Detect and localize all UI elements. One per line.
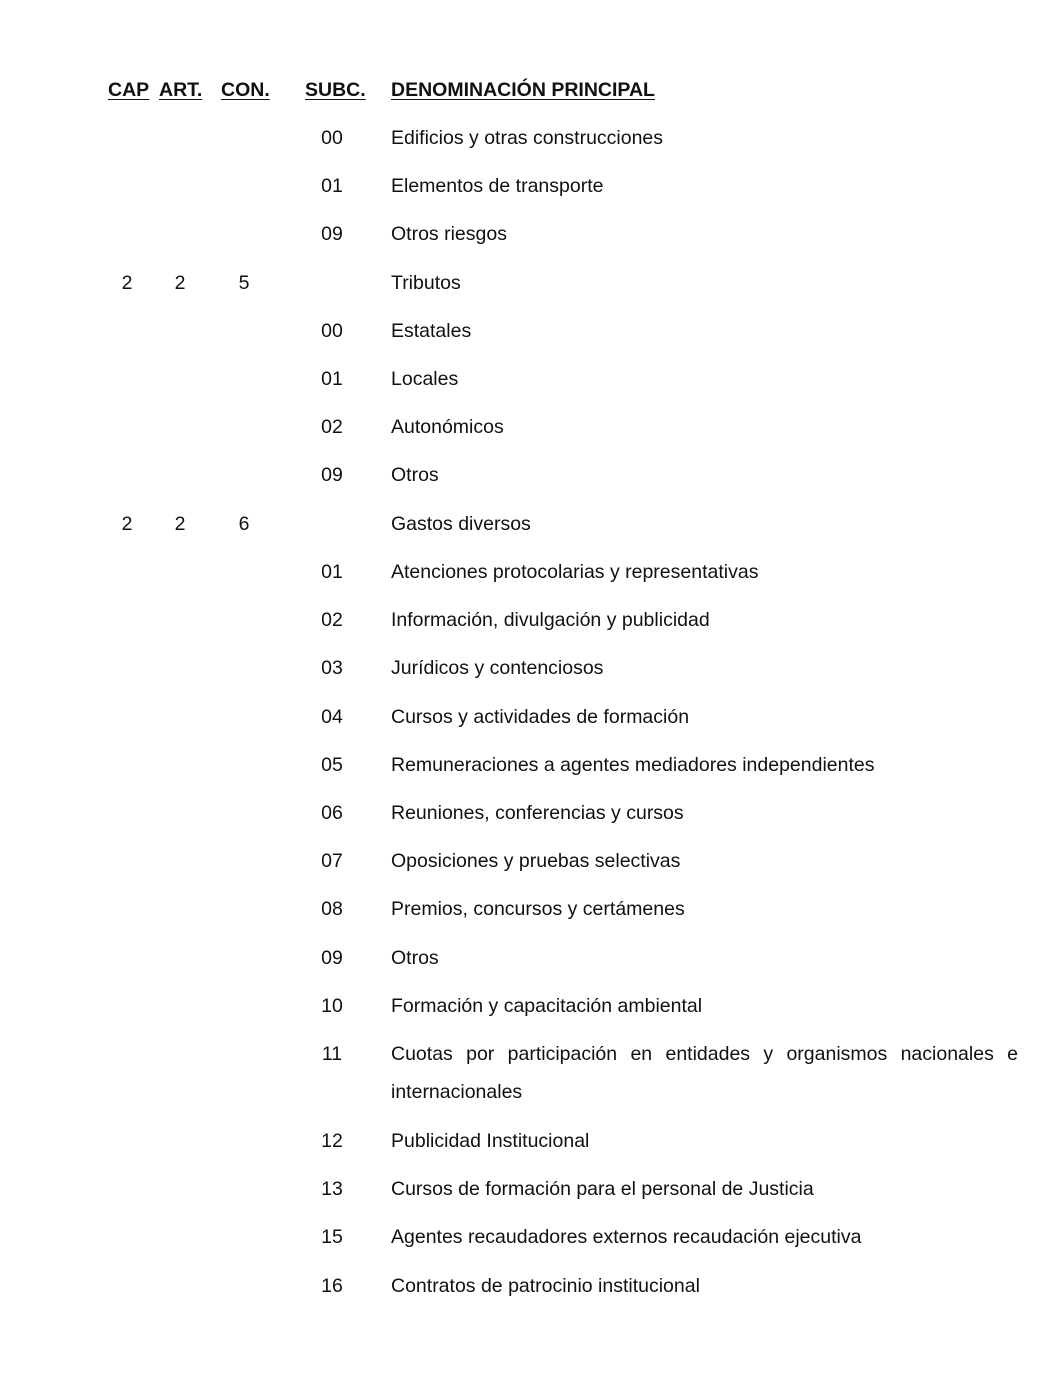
cell-denominacion: Otros riesgos [391,223,507,245]
table-row [0,798,1058,828]
cell-con: 6 [238,513,250,535]
table-row [0,1271,1058,1301]
cell-denominacion: Premios, concursos y certámenes [391,898,685,920]
table-row [0,653,1058,683]
cell-denominacion: Otros [391,464,439,486]
cell-denominacion: Edificios y otras construcciones [391,127,664,149]
cell-denominacion: Tributos [391,272,461,294]
table-header [0,75,1058,105]
table-row [0,846,1058,876]
cell-cap: 2 [121,272,133,294]
table-row [0,460,1058,490]
table-row [0,943,1058,973]
cell-art: 2 [174,272,186,294]
cell-subc: 01 [321,175,343,197]
cell-denominacion: Oposiciones y pruebas selectivas [391,850,681,872]
table-row [0,364,1058,394]
table-row [0,123,1058,153]
cell-denominacion: Publicidad Institucional [391,1130,590,1152]
table-row [0,557,1058,587]
table-row [0,219,1058,249]
cell-subc: 01 [321,368,343,390]
cell-cap: 2 [121,513,133,535]
cell-denominacion: Reuniones, conferencias y cursos [391,802,684,824]
table-row [0,750,1058,780]
cell-denominacion: Cursos y actividades de formación [391,706,690,728]
cell-subc: 10 [321,995,343,1017]
table-row [0,1126,1058,1156]
cell-subc: 03 [321,657,343,679]
cell-subc: 01 [321,561,343,583]
cell-art: 2 [174,513,186,535]
cell-denominacion: Contratos de patrocinio institucional [391,1275,700,1297]
cell-denominacion: Gastos diversos [391,513,531,535]
header-cap: CAP [108,79,150,101]
cell-denominacion: Estatales [391,320,472,342]
cell-subc: 09 [321,947,343,969]
cell-denominacion: Remuneraciones a agentes mediadores independientes [391,754,875,776]
cell-denominacion: Información, divulgación y publicidad [391,609,710,631]
cell-denominacion: Formación y capacitación ambiental [391,995,703,1017]
cell-subc: 13 [321,1178,343,1200]
table-row [0,1174,1058,1204]
cell-subc: 02 [321,609,343,631]
table-row [0,412,1058,442]
table-row [0,268,1058,298]
cell-subc: 12 [321,1130,343,1152]
table-row [0,1039,1058,1109]
table-row [0,894,1058,924]
cell-subc: 00 [321,127,343,149]
cell-subc: 00 [321,320,343,342]
header-denominacion: DENOMINACIÓN PRINCIPAL [391,79,655,101]
table-row [0,171,1058,201]
table-row [0,316,1058,346]
cell-denominacion: Autonómicos [391,416,504,438]
header-con: CON. [221,79,270,101]
cell-denominacion: Elementos de transporte [391,175,604,197]
table-row [0,605,1058,635]
cell-subc: 04 [321,706,343,728]
cell-subc: 02 [321,416,343,438]
cell-denominacion: Otros [391,947,439,969]
header-art: ART. [159,79,203,101]
table-row [0,1222,1058,1252]
cell-subc: 11 [321,1043,343,1065]
table-row [0,991,1058,1021]
cell-denominacion: Atenciones protocolarias y representativas [391,561,759,583]
cell-subc: 06 [321,802,343,824]
table-row [0,702,1058,732]
cell-subc: 08 [321,898,343,920]
cell-subc: 16 [321,1275,343,1297]
cell-subc: 07 [321,850,343,872]
cell-con: 5 [238,272,250,294]
cell-denominacion: Jurídicos y contenciosos [391,657,604,679]
cell-subc: 15 [321,1226,343,1248]
header-subc: SUBC. [305,79,366,101]
cell-subc: 05 [321,754,343,776]
cell-subc: 09 [321,464,343,486]
cell-subc: 09 [321,223,343,245]
cell-denominacion: Cuotas por participación en entidades y organismos nacionales e internacionales [391,1043,1018,1103]
cell-denominacion: Locales [391,368,459,390]
cell-denominacion: Agentes recaudadores externos recaudación ejecutiva [391,1226,862,1248]
table-row [0,509,1058,539]
cell-denominacion: Cursos de formación para el personal de Justicia [391,1178,814,1200]
